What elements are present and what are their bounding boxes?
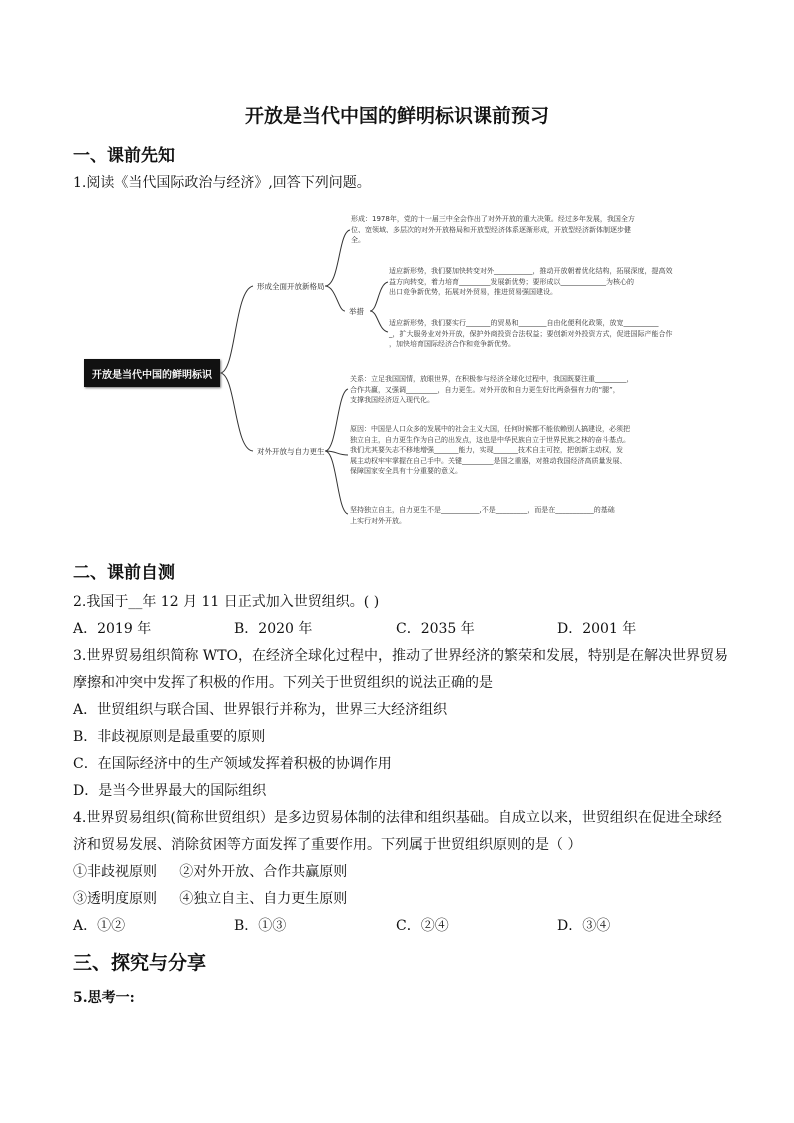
question-4-items-line-2: ③透明度原则 ④独立自主、自力更生原则 xyxy=(73,891,348,907)
mind-map-text-measure-1: 适应新形势，我们要加快转变对外___________，推动开放朝着优化结构，拓展深度，提高效 益方向转变，着力培育_________发展新优势；要形成以_____________为核心的 出口竞争新优势，拓展对外贸易，推进贸易强国建设。 xyxy=(389,267,673,296)
question-2-option-a: A．2019 年 xyxy=(73,621,152,637)
mind-map-branch-1-sub: 举措 xyxy=(349,307,364,316)
question-3-option-a: A．世贸组织与联合国、世界银行并称为，世界三大经济组织 xyxy=(73,702,448,718)
question-3-option-b: B．非歧视原则是最重要的原则 xyxy=(73,729,266,745)
question-4-option-a: A．①② xyxy=(73,918,126,934)
page-title: 开放是当代中国的鲜明标识课前预习 xyxy=(244,105,549,127)
question-4-stem-line-1: 4.世界贸易组织(简称世贸组织）是多边贸易体制的法律和组织基础。自成立以来，世贸组织在促进全球经 xyxy=(73,810,722,826)
question-3-stem-line-1: 3.世界贸易组织简称 WTO，在经济全球化过程中，推动了世界经济的繁荣和发展，特别是在解决世界贸易 xyxy=(73,648,729,664)
mind-map-text-formation: 形成：1978年，党的十一届三中全会作出了对外开放的重大决策。经过多年发展，我国全方 位、宽领域、多层次的对外开放格局和开放型经济体系逐渐形成，开放型经济新体制逐步健 全。 xyxy=(351,215,635,244)
mind-map-branch-2: 对外开放与自力更生 xyxy=(257,447,325,456)
question-2-option-d: D．2001 年 xyxy=(557,621,637,637)
mind-map-text-insist: 坚持独立自主，自力更生不是___________,不是_________，而是在___________的基础 上实行对外开放。 xyxy=(350,506,615,525)
question-4-option-c: C．②④ xyxy=(396,918,449,934)
question-3-stem-line-2: 摩擦和冲突中发挥了积极的作用。下列关于世贸组织的说法正确的是 xyxy=(73,675,493,691)
question-4-stem-line-2: 济和贸易发展、消除贫困等方面发挥了重要作用。下列属于世贸组织原则的是（ ） xyxy=(73,837,582,853)
question-4-option-d: D．③④ xyxy=(557,918,611,934)
question-2-option-c: C．2035 年 xyxy=(396,621,475,637)
question-5-stem: 5.思考一: xyxy=(73,990,135,1006)
mind-map-branch-1: 形成全面开放新格局 xyxy=(257,282,325,291)
question-3-option-d: D．是当今世界最大的国际组织 xyxy=(73,783,267,799)
question-4-items-line-1: ①非歧视原则 ②对外开放、合作共赢原则 xyxy=(73,864,348,880)
question-2-option-b: B．2020 年 xyxy=(234,621,313,637)
mind-map-text-reason: 原因：中国是人口众多的发展中的社会主义大国，任何时候都不能依赖别人搞建设，必须把 独立自主，自力更生作为自己的出发点，这也是中华民族自立于世界民族之林的奋斗基点。 我们尤其要矢志不移地增强_______能力，实现_______技术自主可控，把创新主动权，发 展主动权牢牢掌握在自己手中。关键_________是国之重器，对推动我国经济高质量发展、 保障国家安全具有十分重要的意义。 xyxy=(350,425,630,475)
question-4-option-b: B．①③ xyxy=(234,918,287,934)
question-2-stem: 2.我国于__年 12 月 11 日正式加入世贸组织。( ) xyxy=(73,594,380,610)
mind-map-text-measure-2: 适应新形势，我们要实行_______的贸易和________自由化便利化政策，放宽__________ _，扩大服务业对外开放，保护外商投资合法权益；要创新对外投资方式，促进国际产能合作 ，加快培育国际经济合作和竞争新优势。 xyxy=(389,319,673,348)
question-3-option-c: C．在国际经济中的生产领域发挥着积极的协调作用 xyxy=(73,756,392,772)
question-1-stem: 1.阅读《当代国际政治与经济》,回答下列问题。 xyxy=(73,175,371,191)
mind-map-text-relation: 关系：立足我国国情，放眼世界，在积极参与经济全球化过程中，我国既要注重_________， 合作共赢，又强调_________，自力更生。对外开放和自力更生好比两条强有力的“腿”， 支撑我国经济迈入现代化。 xyxy=(350,375,634,404)
section-heading-3: 三、探究与分享 xyxy=(73,952,207,974)
mind-map-root: 开放是当代中国的鲜明标识 xyxy=(84,359,220,387)
section-heading-1: 一、课前先知 xyxy=(73,146,175,166)
section-heading-2: 二、课前自测 xyxy=(73,563,175,583)
